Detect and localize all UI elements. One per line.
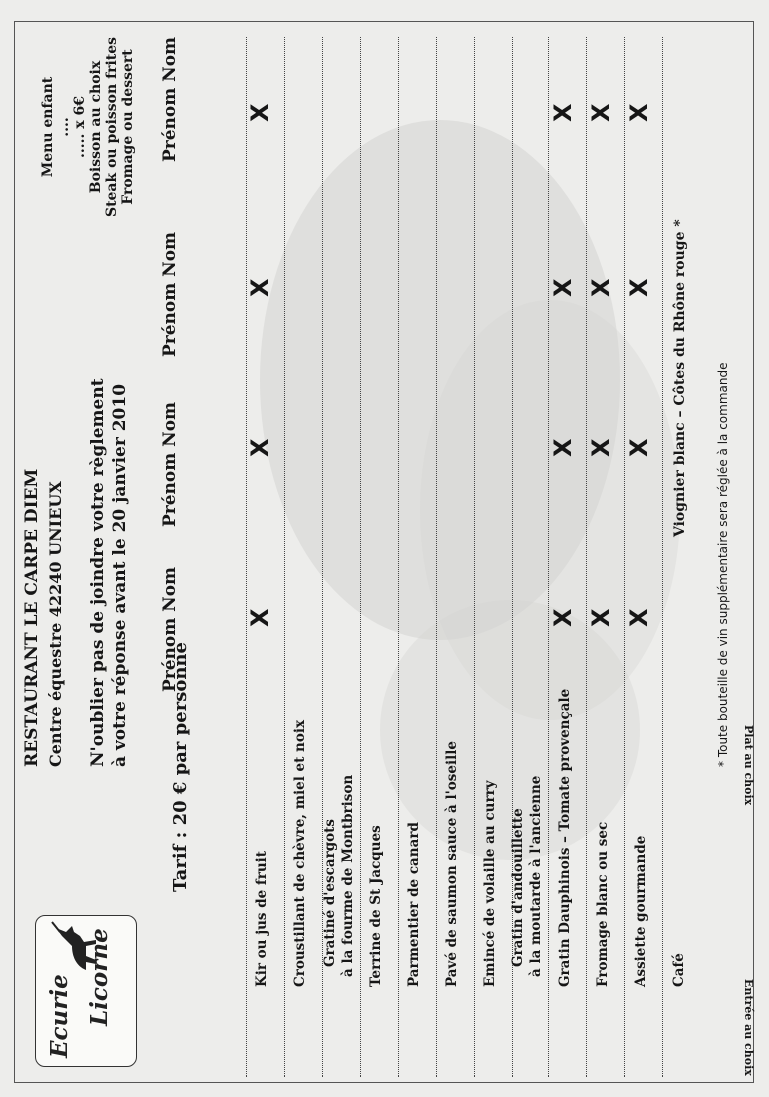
column-person-2: Prénom Nom	[160, 401, 180, 527]
menu-item-label: Croustillant de chèvre, miel et noix	[292, 719, 308, 987]
menu-item-label: Gratin d'andouillette	[510, 808, 526, 967]
choice-mark[interactable]: X	[625, 438, 653, 457]
row-separator	[436, 37, 437, 1077]
restaurant-address: Centre équestre 42240 UNIEUX	[46, 481, 65, 767]
row-separator	[398, 37, 399, 1077]
column-person-1: Prénom Nom	[160, 566, 180, 692]
choice-mark[interactable]: X	[549, 438, 577, 457]
column-person-3: Prénom Nom	[160, 231, 180, 357]
choice-mark[interactable]: X	[246, 278, 274, 297]
reminder-line1: N'oublier pas de joindre votre règlement	[88, 378, 108, 767]
row-separator	[662, 37, 663, 1077]
kids-menu-line: Steak ou poisson frites	[104, 36, 120, 218]
kids-menu-line: Fromage ou dessert	[120, 49, 136, 205]
section-entree-label: Entrée au choix	[742, 979, 755, 1076]
choice-mark[interactable]: X	[549, 608, 577, 627]
row-separator	[586, 37, 587, 1077]
row-separator	[360, 37, 361, 1077]
choice-mark[interactable]: X	[587, 608, 615, 627]
menu-item-label: Kir ou jus de fruit	[254, 850, 270, 987]
kids-menu-blank: ....	[56, 117, 72, 137]
kids-menu-line: Boisson au choix	[88, 60, 104, 194]
choice-mark[interactable]: X	[625, 608, 653, 627]
tarif-label: Tarif : 20 € par personne	[170, 642, 191, 892]
menu-item-label: Assiette gourmande	[633, 835, 649, 987]
choice-mark[interactable]: X	[549, 103, 577, 122]
menu-item-label: Pavé de saumon sauce à l'oseille	[444, 741, 460, 987]
restaurant-name: RESTAURANT LE CARPE DIEM	[22, 468, 42, 767]
choice-mark[interactable]: X	[246, 103, 274, 122]
menu-item-label: Emincé de volaille au curry	[482, 780, 498, 987]
choice-mark[interactable]: X	[246, 438, 274, 457]
menu-item-label: Gratin Dauphinois – Tomate provençale	[557, 688, 573, 987]
kids-menu-title: Menu enfant	[40, 76, 56, 178]
choice-mark[interactable]: X	[246, 608, 274, 627]
choice-mark[interactable]: X	[625, 278, 653, 297]
ecurie-licorne-logo	[35, 915, 137, 1067]
section-plat-label: Plat au choix	[742, 725, 755, 806]
kids-menu-qty: ..... x 6€	[72, 96, 88, 158]
column-person-4: Prénom Nom	[160, 36, 180, 162]
menu-item-label-line2: à la moutarde à l'ancienne	[528, 775, 544, 977]
choice-mark[interactable]: X	[587, 278, 615, 297]
choice-mark[interactable]: X	[549, 278, 577, 297]
row-separator	[624, 37, 625, 1077]
row-separator	[246, 37, 247, 1077]
menu-item-label: Terrine de St Jacques	[368, 825, 384, 987]
logo-line2: Licorne	[86, 928, 113, 1026]
row-separator	[284, 37, 285, 1077]
logo-line1: Ecurie	[46, 974, 73, 1058]
menu-item-label: Parmentier de canard	[406, 822, 422, 987]
menu-item-label: Fromage blanc ou sec	[595, 821, 611, 987]
choice-mark[interactable]: X	[625, 103, 653, 122]
menu-item-label-line2: à la fourme de Montbrison	[340, 774, 356, 977]
unicorn-horse-icon	[50, 920, 100, 976]
choice-mark[interactable]: X	[587, 103, 615, 122]
row-separator	[474, 37, 475, 1077]
reminder-line2: à votre réponse avant le 20 janvier 2010	[110, 383, 130, 767]
wine-line: Viognier blanc – Côtes du Rhône rouge *	[672, 219, 688, 537]
menu-item-label: Gratiné d'escargots	[322, 819, 338, 967]
kids-menu-block	[40, 17, 136, 237]
choice-mark[interactable]: X	[587, 438, 615, 457]
row-separator	[548, 37, 549, 1077]
footnote: * Toute bouteille de vin supplémentaire sera réglée à la commande	[716, 362, 730, 767]
menu-item-label: Café	[671, 953, 687, 987]
